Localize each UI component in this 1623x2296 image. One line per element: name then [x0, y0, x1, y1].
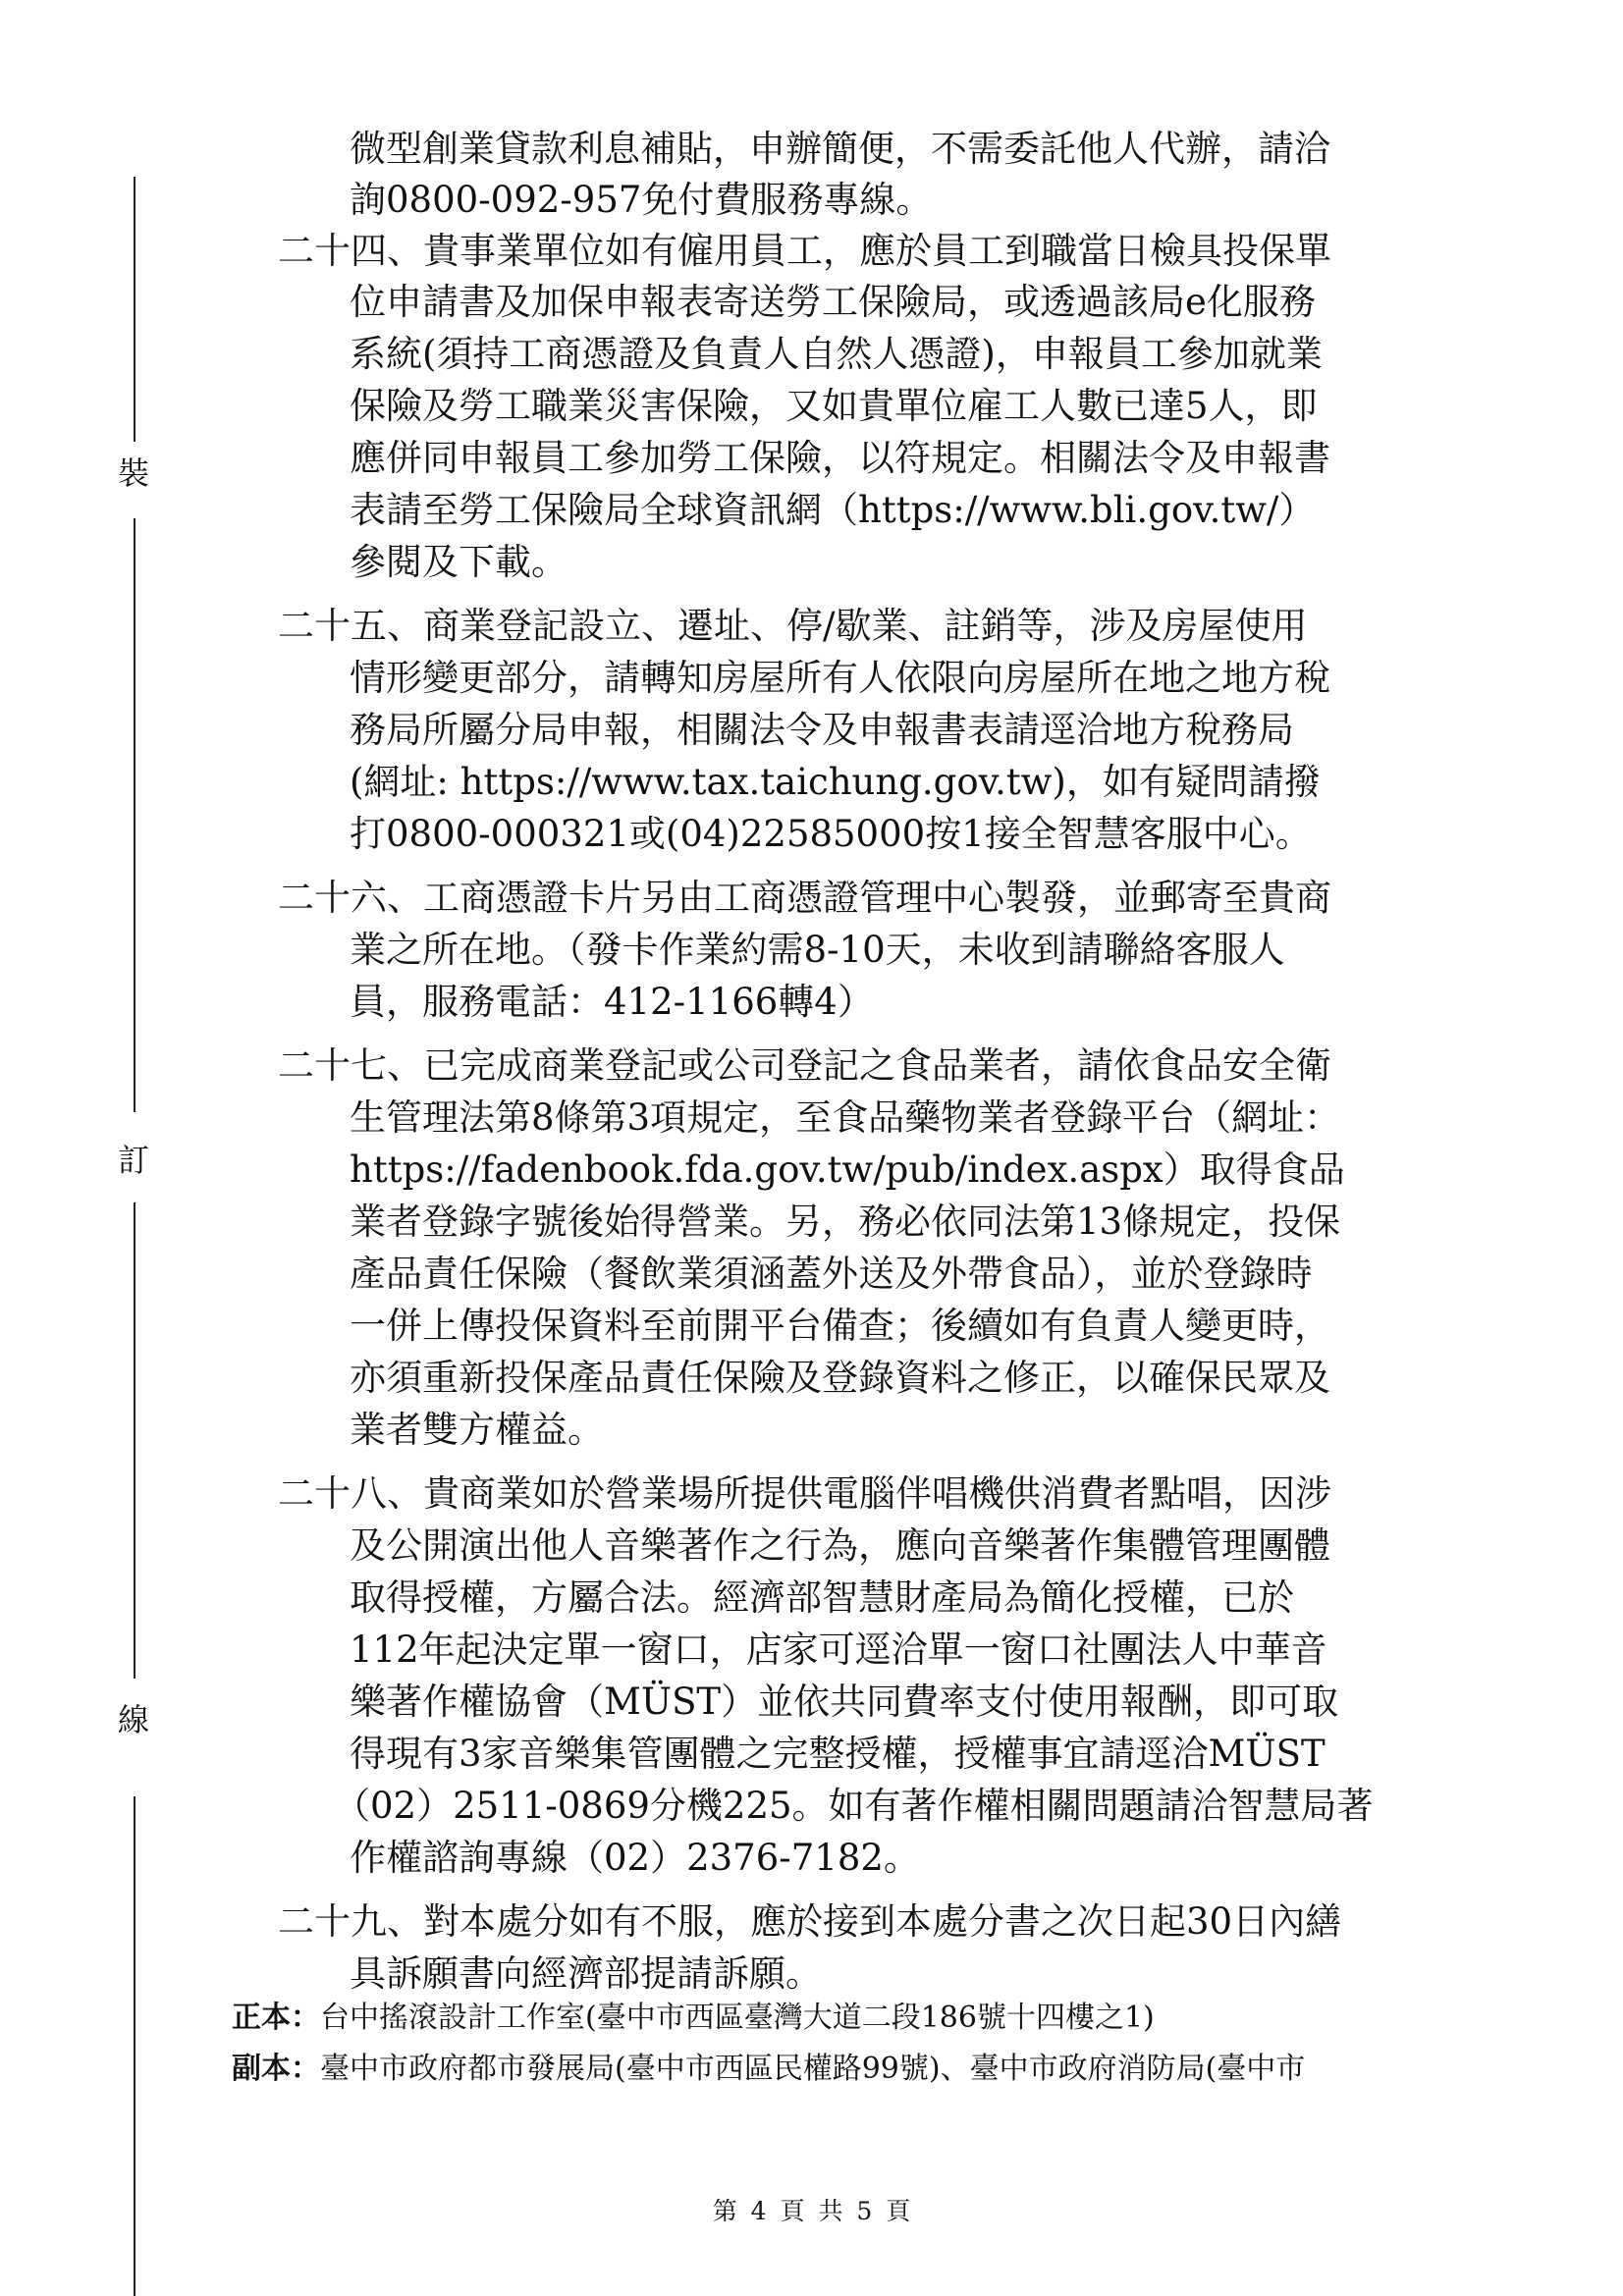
text-line: 具訴願書向經濟部提請訴願。 — [350, 1952, 822, 1995]
text-line: 詢0800-092-957免付費服務專線。 — [350, 179, 933, 221]
list-item-27-heading: 二十七、已完成商業登記或公司登記之食品業者，請依食品安全衛 — [278, 1044, 1331, 1087]
binding-label-zhuang: 裝 — [117, 454, 149, 492]
text-line: 保險及勞工職業災害保險，又如貴單位雇工人數已達5人，即 — [350, 385, 1318, 427]
text-line: （02）2511-0869分機225。如有著作權相關問題請洽智慧局著 — [334, 1785, 1374, 1827]
text-line: 表請至勞工保險局全球資訊網（https://www.bli.gov.tw/） — [350, 489, 1316, 531]
binding-label-xian: 線 — [117, 1701, 149, 1738]
recipient-copy-label: 副本： — [232, 2052, 320, 2086]
text-line: 業者登錄字號後始得營業。另，務必依同法第13條規定，投保 — [350, 1201, 1341, 1243]
binding-label-ding: 訂 — [117, 1142, 149, 1179]
recipient-main — [232, 1999, 1155, 2038]
recipient-copy-text: 臺中市政府都市發展局(臺中市西區民權路99號)、臺中市政府消防局(臺中市 — [320, 2052, 1306, 2086]
text-line: 得現有3家音樂集管團體之完整授權，授權事宜請逕洽MÜST — [350, 1733, 1325, 1775]
list-item-26-heading: 二十六、工商憑證卡片另由工商憑證管理中心製發，並郵寄至貴商 — [278, 877, 1331, 919]
text-line: 112年起決定單一窗口，店家可逕洽單一窗口社團法人中華音 — [350, 1629, 1327, 1671]
recipient-copy — [232, 2050, 1305, 2089]
text-line: 位申請書及加保申報表寄送勞工保險局，或透過該局e化服務 — [350, 281, 1316, 323]
list-item-28-heading: 二十八、貴商業如於營業場所提供電腦伴唱機供消費者點唱，因涉 — [278, 1472, 1331, 1515]
text-line: 微型創業貸款利息補貼，申辦簡便，不需委託他人代辦，請洽 — [350, 128, 1330, 170]
text-line: (網址: https://www.tax.taichung.gov.tw)，如有疑問請撥 — [350, 761, 1321, 803]
text-line: 情形變更部分，請轉知房屋所有人依限向房屋所在地之地方稅 — [350, 657, 1330, 699]
text-line: 業之所在地。（發卡作業約需8-10天，未收到請聯絡客服人 — [350, 929, 1285, 971]
recipient-main-label: 正本： — [232, 2001, 320, 2035]
text-line: 員，服務電話：412-1166轉4） — [350, 981, 874, 1023]
list-item-29-heading: 二十九、對本處分如有不服，應於接到本處分書之次日起30日內繕 — [278, 1900, 1342, 1943]
text-line: 一併上傳投保資料至前開平台備查；後續如有負責人變更時， — [350, 1305, 1330, 1347]
text-line: https://fadenbook.fda.gov.tw/pub/index.aspx）取得食品 — [350, 1148, 1345, 1191]
binding-line-segment — [134, 1202, 135, 1679]
text-line: 作權諮詢專線（02）2376-7182。 — [350, 1837, 920, 1879]
page-number: 第 4 頁 共 5 頁 — [712, 2197, 911, 2225]
text-line: 亦須重新投保產品責任保險及登錄資料之修正，以確保民眾及 — [350, 1357, 1330, 1399]
text-line: 產品責任保險（餐飲業須涵蓋外送及外帶食品），並於登錄時 — [350, 1253, 1313, 1295]
list-item-25-heading: 二十五、商業登記設立、遷址、停/歇業、註銷等，涉及房屋使用 — [278, 605, 1308, 647]
text-line: 參閱及下載。 — [350, 541, 568, 583]
text-line: 生管理法第8條第3項規定，至食品藥物業者登錄平台（網址： — [350, 1096, 1341, 1139]
text-line: 系統(須持工商憑證及負責人自然人憑證)，申報員工參加就業 — [350, 333, 1323, 375]
binding-line-segment — [134, 177, 135, 442]
text-line: 及公開演出他人音樂著作之行為，應向音樂著作集體管理團體 — [350, 1524, 1330, 1567]
list-item-24-heading: 二十四、貴事業單位如有僱用員工，應於員工到職當日檢具投保單 — [278, 230, 1331, 272]
text-line: 取得授權，方屬合法。經濟部智慧財產局為簡化授權，已於 — [350, 1576, 1294, 1619]
text-line: 樂著作權協會（MÜST）並依共同費率支付使用報酬，即可取 — [350, 1681, 1339, 1723]
text-line: 務局所屬分局申報，相關法令及申報書表請逕洽地方稅務局 — [350, 709, 1294, 751]
text-line: 打0800-000321或(04)22585000按1接全智慧客服中心。 — [350, 813, 1312, 855]
text-line: 業者雙方權益。 — [350, 1409, 604, 1451]
text-line: 應併同申報員工參加勞工保險，以符規定。相關法令及申報書 — [350, 437, 1330, 479]
recipient-main-text: 台中搖滾設計工作室(臺中市西區臺灣大道二段186號十四樓之1) — [320, 2001, 1155, 2035]
binding-line-segment — [134, 518, 135, 1112]
